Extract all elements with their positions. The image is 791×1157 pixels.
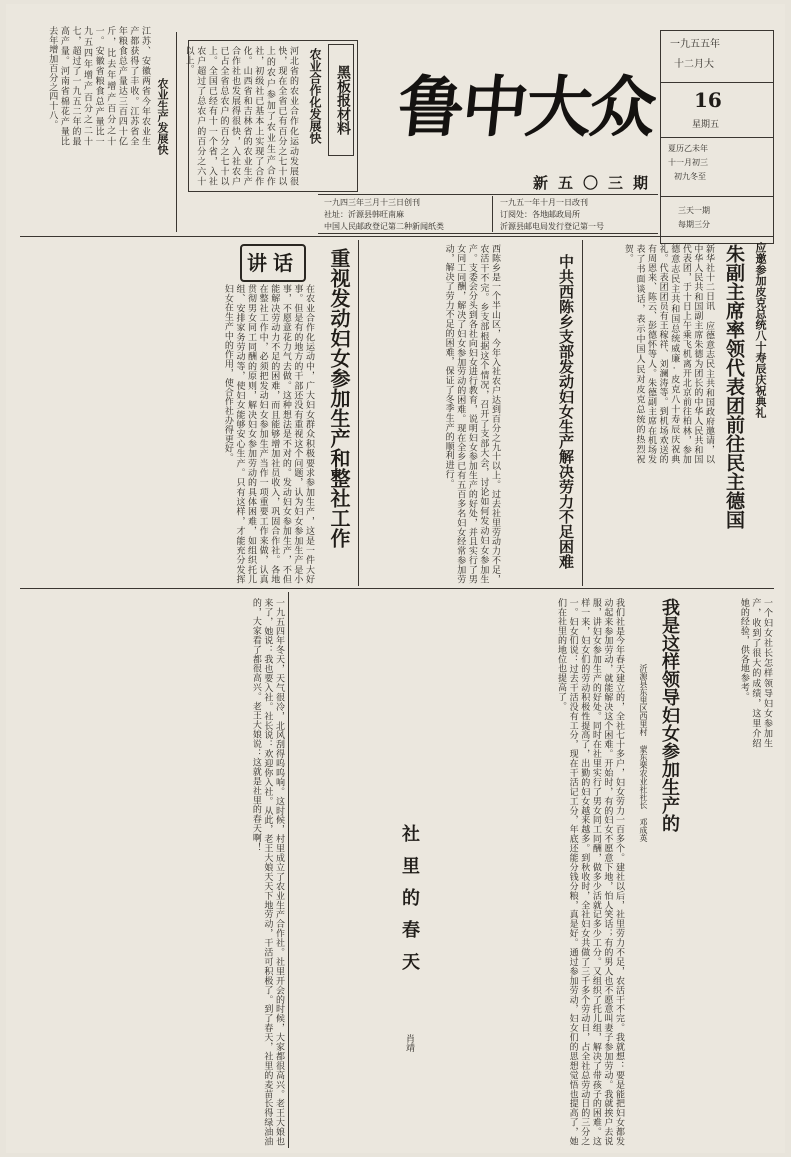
- date-weekday: 星期五: [692, 120, 720, 130]
- editorial-headline: 重视发动妇女参加生产和整社工作: [327, 248, 351, 548]
- solar-term: 初九冬至: [674, 172, 706, 181]
- news1-headline: 朱副主席率领代表团前往民主德国: [723, 244, 745, 529]
- feature-headline: 我是这样领导妇女参加生产的: [659, 598, 680, 832]
- blackboard-title: 农业合作化发展快: [308, 48, 322, 144]
- lunar-year: 夏历乙未年: [668, 144, 708, 153]
- pub-distributor: 沂源县邮电局发行登记第一号: [500, 222, 604, 231]
- date-year: 一九五五年: [670, 39, 720, 50]
- masthead-title: 鲁中大众: [393, 68, 659, 146]
- pub-address: 社址：沂源县韩旺南麻: [324, 210, 404, 219]
- price: 每期三分: [678, 220, 710, 229]
- date-day: 16: [694, 88, 722, 112]
- editorial-body: 在农业合作化运动中，广大妇女群众积极要求参加生产，这是一件大好事。但是有的地方的干部还没有重视这个问题，认为妇女参加生产是小事，不愿意花力气去做。这种想法是不对的。发动妇女参加生产，不但能解决劳动力不足的困难，而且能够增加社员收入，巩固合作社。各地在整社工作中，必须把发动妇女参加生产当作一项重要工作来做，认真贯彻男女同工同酬的原则，解决妇女参加劳动的具体困难，如组织托儿组、安排家务劳动等，使妇女能够安心生产。只有这样，才能充分发挥妇女在生产中的作用，使合作社办得更好。: [222, 284, 314, 584]
- news1-kicker: 应邀参加皮克总统八十寿辰庆祝典礼: [754, 242, 767, 418]
- feature-body: 我们社是今年春天建立的，全社七十多户，妇女劳力一百多个。建社以后，社里劳力不足，农活干不完。我就想：要是能把妇女都发动起来参加劳动，就能解决这个困难。开始时，有的妇女不愿意下地，怕人笑话；有的男人也不愿意叫妻子参加劳动。我就挨户去说服，讲妇女参加生产的好处。同时在社里实行了男女同工同酬，做多少活就记多少工分。又组织了托儿组，解决了带孩子的困难。这样一来，妇女们的劳动积极性提高了，出勤的妇女越来越多。到秋收时，全社妇女共做了三千多个劳动日，占全社总劳动日的三分之一。妇女们说：过去干活没有工分，现在干活记工分，年底还能分钱分粮，真是好。通过参加劳动，妇女们的思想觉悟也提高了，她们在社里的地位也提高了。: [556, 598, 624, 1146]
- pub-subscribe: 订阅处：各地邮政局所: [500, 210, 580, 219]
- blackboard-body: 河北省的农业合作化运动发展很快，现在全省已有百分之七十以上的农户参加了农业生产合作社，初级社已基本上实现了合作化。山西省和吉林省的农业生产合作社也发展得很快，入社农户已占全省总农户的百分之七十以上。全国已经有十一个省，入社农户超过了总农户的百分之六十以上。: [183, 46, 298, 186]
- issue-number: 新五〇三期: [532, 174, 658, 192]
- feature-byline: 沂源县东里区西里村 蒙东栗农业社社长 邓成英: [639, 664, 648, 842]
- pub-founded: 一九四三年三月十三日创刊: [324, 198, 420, 207]
- publish-frequency: 三天一期: [678, 206, 710, 215]
- right-col-body: 江苏、安徽两省今年农业生产都获得了丰收。江苏省全年粮食总产量达三百四十亿斤，比去年增产百分之十一。安徽省粮食总产量比一九五四年增产百分之二十七，超过了一九五二年的最高产量。河南省棉花产量比去年增加百分之四十八。: [47, 26, 150, 146]
- feature-intro: 一个妇女社长怎样领导妇女参加生产，收到了很大的成绩，这里介绍她的经验，供各地参考。: [738, 598, 772, 748]
- lunar-date: 十一月初三: [668, 158, 708, 167]
- news2-body: 西陈乡是一个半山区，今年入社农户达到百分之九十以上。过去社里劳动力不足，农活干不完。乡支部根据这个情况，召开了支部大会，讨论如何发动妇女参加生产。支委会分头到各社向妇女进行教育，说明妇女参加生产的好处，并且实行了男女同工同酬，解决了妇女参加劳动的困难。现在全乡已有五百多名妇女经常参加劳动，解决了劳力不足的困难，保证了冬季生产的顺利进行。: [443, 244, 500, 584]
- right-col-title: 农业生产发展快: [156, 78, 169, 155]
- story-body: 一九五四年冬天，天气很冷，北风刮得呜呜响。这时候，村里成立了农业生产合作社。社里开会的时候，大家都很高兴。老王大娘也来了，她说：我也要入社。社长说：欢迎你入社。从此，老王大娘天天下地劳动，干活可积极了。到了春天，社里的麦苗长得绿油油的，大家看了都很高兴。老王大娘说：这就是社里的春天啊！: [250, 598, 284, 1146]
- pub-revised: 一九五一年十月一日改刊: [500, 198, 588, 207]
- news1-body: 新华社十二日讯 应德意志民主共和国政府邀请，以中华人民共和国副主席朱德为团长的中华人民共和国代表团，于十日上午乘飞机离开北京前往柏林，参加德意志民主共和国总统威廉·皮克八十寿辰庆祝典礼。代表团团员有王稼祥、刘澜涛等。到机场欢送的有周恩来、陈云、彭德怀等人。朱德副主席在机场发表了书面谈话，表示中国人民对皮克总统的热烈祝贺。: [622, 244, 714, 464]
- date-month: 十二月大: [674, 59, 714, 70]
- blackboard-tag: 黑板报材料: [328, 44, 354, 156]
- editorial-label: 讲话: [240, 244, 306, 282]
- newspaper-page: [6, 4, 785, 1153]
- pub-registration: 中国人民邮政登记第二种新闻纸类: [324, 222, 444, 231]
- news2-headline: 中共西陈乡支部发动妇女生产解决劳力不足困难: [557, 254, 575, 569]
- story-headline: 社里的春天: [399, 824, 420, 984]
- story-byline: 肖靖: [404, 1034, 414, 1052]
